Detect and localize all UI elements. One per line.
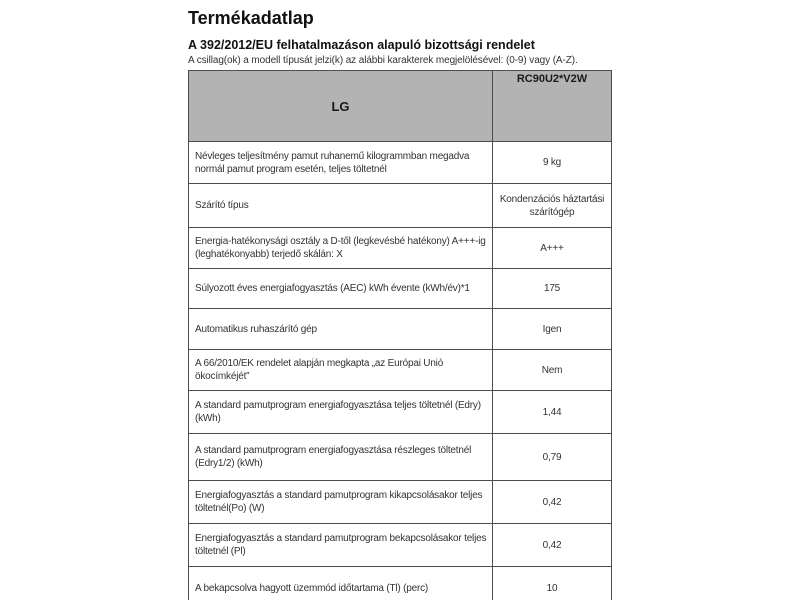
spec-label: Névleges teljesítmény pamut ruhanemű kilogrammban megadva normál pamut program esetén, teljes töltetnél — [189, 142, 493, 183]
spec-value-text: 0,79 — [542, 451, 562, 463]
spec-label: Energia-hatékonysági osztály a D-től (legkevésbé hatékony) A+++-ig (leghatékonyabb) terjedő skálán: X — [189, 228, 493, 268]
spec-label: A standard pamutprogram energiafogyasztása részleges töltetnél (Edry1/2) (kWh) — [189, 434, 493, 480]
spec-value-text: 9 kg — [542, 157, 562, 168]
regulation-heading: A 392/2012/EU felhatalmazáson alapuló bizottsági rendelet — [188, 38, 535, 52]
spec-table-header-row — [189, 71, 611, 142]
spec-value-text: 1,44 — [542, 406, 562, 418]
table-row — [189, 309, 611, 350]
spec-label: Energiafogyasztás a standard pamutprogram kikapcsolásakor teljes töltetnél(Po) (W) — [189, 481, 493, 523]
page-title: Termékadatlap — [188, 8, 314, 28]
brand-header-cell: LG — [189, 71, 493, 141]
table-row — [189, 481, 611, 524]
spec-value-text: Kondenzációs háztartási szárítógép — [499, 193, 605, 218]
spec-value — [493, 434, 611, 480]
spec-value — [493, 524, 611, 566]
table-row — [189, 434, 611, 481]
spec-value — [493, 269, 611, 308]
table-row — [189, 269, 611, 309]
spec-value-text: 10 — [546, 583, 558, 594]
table-row — [189, 391, 611, 434]
spec-value-text: 175 — [543, 283, 561, 294]
spec-value — [493, 309, 611, 349]
spec-value-text: Nem — [541, 364, 563, 376]
spec-label: Automatikus ruhaszárító gép — [189, 309, 493, 349]
model-header-cell: RC90U2*V2W — [516, 73, 588, 85]
spec-value — [493, 481, 611, 523]
product-datasheet-page — [188, 0, 612, 600]
spec-label: A standard pamutprogram energiafogyasztása teljes töltetnél (Edry) (kWh) — [189, 391, 493, 433]
spec-label: Súlyozott éves energiafogyasztás (AEC) kWh évente (kWh/év)*1 — [189, 269, 493, 308]
model-asterisk-note: A csillag(ok) a modell típusát jelzi(k) az alábbi karakterek megjelölésével: (0-9) vagy (A-Z). — [188, 55, 578, 66]
spec-value — [493, 142, 611, 183]
table-row — [189, 350, 611, 391]
spec-value — [493, 184, 611, 227]
spec-value — [493, 350, 611, 390]
table-row — [189, 567, 611, 600]
spec-label: A 66/2010/EK rendelet alapján megkapta „az Európai Unió ökocímkéjét” — [189, 350, 493, 390]
table-row — [189, 228, 611, 269]
spec-value-text: A+++ — [540, 242, 564, 254]
table-row — [189, 524, 611, 567]
spec-value — [493, 228, 611, 268]
spec-table — [188, 70, 612, 600]
spec-label: Szárító típus — [189, 184, 493, 227]
spec-label: Energiafogyasztás a standard pamutprogram bekapcsolásakor teljes töltetnél (Pl) — [189, 524, 493, 566]
table-row — [189, 142, 611, 184]
table-row — [189, 184, 611, 228]
spec-value-text: Igen — [542, 323, 562, 335]
spec-value — [493, 567, 611, 600]
spec-value-text: 0,42 — [542, 496, 562, 508]
spec-value-text: 0,42 — [542, 539, 562, 551]
spec-label: A bekapcsolva hagyott üzemmód időtartama (Tl) (perc) — [189, 567, 493, 600]
spec-value — [493, 391, 611, 433]
